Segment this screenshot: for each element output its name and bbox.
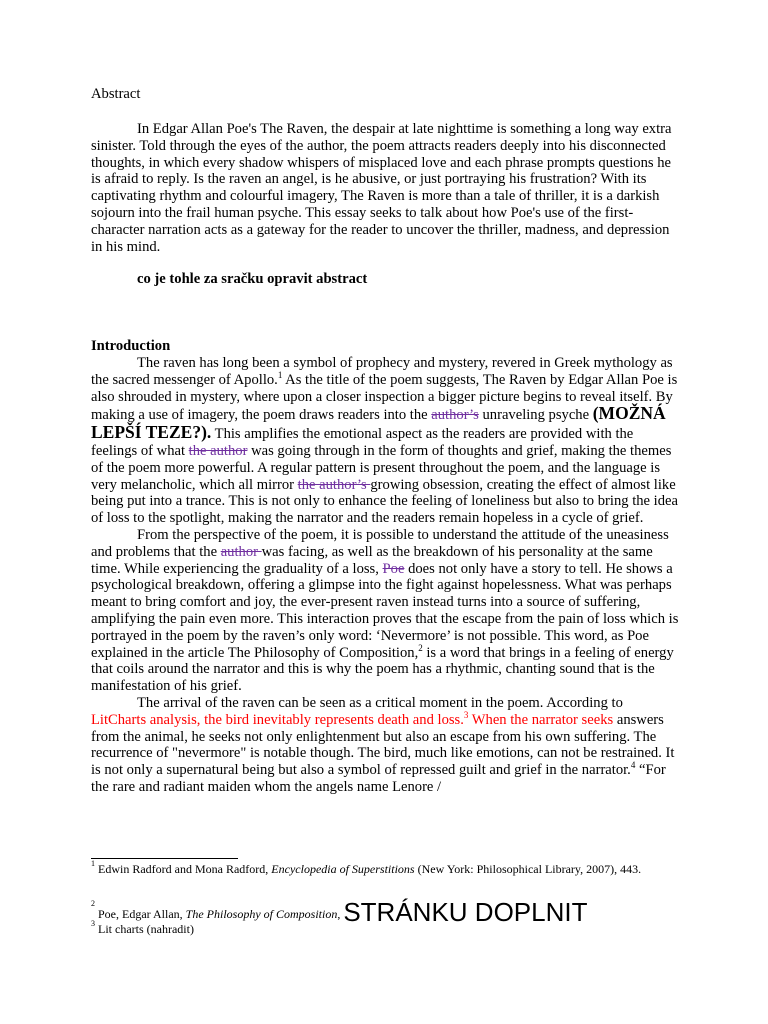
abstract-heading: Abstract [91,86,141,102]
footnote-ref-1[interactable]: 1 [277,369,283,380]
text-run: was going through in the form of thoughts and grief, making the themes of the poem more powerful. A regular pattern is present throughout the poem, and the language is very melancholic, which all mirror [91,442,672,493]
text-run: Edwin Radford and Mona Radford, [95,862,272,876]
footnote-ref-3[interactable]: 3 [463,709,469,720]
text-run: (New York: Philosophical Library, 2007), 443. [414,862,642,876]
text-run: unraveling psyche [478,407,593,424]
text-run: is a word that brings in a feeling of energy that coils around the narrator and this is why the poem has a rhythmic, chanting sound that is the manifestation of his grief. [91,644,674,695]
deleted-text: author [220,543,262,560]
text-run: does not only have a story to tell. He shows a psychological breakdown, offering a glimpse into the fight against hopelessness. What was perhaps meant to bring comfort and joy, the ever-present raven instead turns into a source of suffering, amplifying the pain even more. This interaction proves that the escape from the pain of loss which is portrayed in the poem by the raven’s only word: ‘Nevermore’ is not possible. This word, as Poe explained in the article The Philosophy of Composition, [91,560,679,661]
text-run: growing obsession, creating the effect of almost like being put into a trance. This is not only to enhance the feeling of loneliness but also to bring the idea of loss to the spotlight, making the narrator and the readers remain hopeless in a cycle of grief. [91,476,678,527]
deleted-text: Poe [382,560,405,577]
highlighted-text: When the narrator seeks [468,711,614,728]
highlighted-text: LitCharts analysis, the bird inevitably represents death and loss. [91,711,464,728]
introduction-body [91,355,681,796]
text-run: As the title of the poem suggests, The Raven by Edgar Allan Poe is also shrouded in mystery, where upon a closer inspection a bigger picture begins to reveal itself. By making a use of imagery, the poem draws readers into the [91,371,678,424]
text-run: Lit charts (nahradit) [95,922,194,936]
footnote-comment: STRÁNKU DOPLNIT [343,897,588,927]
intro-paragraph-1 [91,355,681,527]
text-run: This amplifies the emotional aspect as the readers are provided with the feelings of what [91,426,634,459]
footnote-number: 3 [91,919,95,928]
deleted-text: author’s [431,407,479,424]
citation-title: Encyclopedia of Superstitions [271,862,415,876]
intro-paragraph-2 [91,527,681,695]
text-run: answers from the animal, he seeks not only enlightenment but also an escape from his own suffering. The recurrence of "nevermore" is notable though. The bird, much like emotions, can not be restrained. It is not only a supernatural being but also a symbol of repressed guilt and grief in the narrator. [91,711,675,779]
footnote-1 [91,859,681,877]
deleted-text: the author’s [297,476,371,493]
text-run: Poe, Edgar Allan, [95,907,186,921]
text-run: “For the rare and radiant maiden whom the angels name Lenore / [91,762,666,795]
intro-paragraph-3 [91,695,681,796]
introduction-heading: Introduction [91,338,171,354]
footnote-separator [91,858,238,859]
text-run: , [337,907,344,921]
inline-comment: (MOŽNÁ LEPŠÍ TEZE?). [91,403,666,443]
footnote-ref-2[interactable]: 2 [418,642,423,653]
citation-title: The Philosophy of Composition [185,907,338,921]
abstract-comment: co je tohle za sračku opravit abstract [137,271,368,287]
deleted-text: the author [188,442,248,459]
footnote-number: 2 [91,899,95,908]
footnote-ref-4[interactable]: 4 [630,760,636,771]
text-run: The arrival of the raven can be seen as a critical moment in the poem. According to [137,694,623,711]
abstract-paragraph: In Edgar Allan Poe's The Raven, the despair at late nighttime is something a long way extra sinister. Told through the eyes of the author, the poem attracts readers deeply into his disconnected thoughts, in which every shadow whispers of misplaced love and each phrase prompts questions he is afraid to reply. Is the raven an angel, is he abusive, or just portraying his frustration? With its captivating rhythm and colourful imagery, The Raven is more than a tale of thriller, it is a darkish sojourn into the frail human psyche. This essay seeks to talk about how Poe's use of the first-character narration acts as a gateway for the reader to uncover the thriller, madness, and depression in his mind. [91,121,672,255]
text-run: The raven has long been a symbol of prophecy and mystery, revered in Greek mythology as the sacred messenger of Apollo. [91,355,673,388]
footnote-2 [91,897,681,927]
footnote-3 [91,919,681,937]
text-run: From the perspective of the poem, it is possible to understand the attitude of the uneasiness and problems that the [91,526,669,560]
text-run: was facing, as well as the breakdown of his personality at the same time. While experiencing the graduality of a loss, [91,543,653,577]
footnote-number: 1 [91,859,95,868]
